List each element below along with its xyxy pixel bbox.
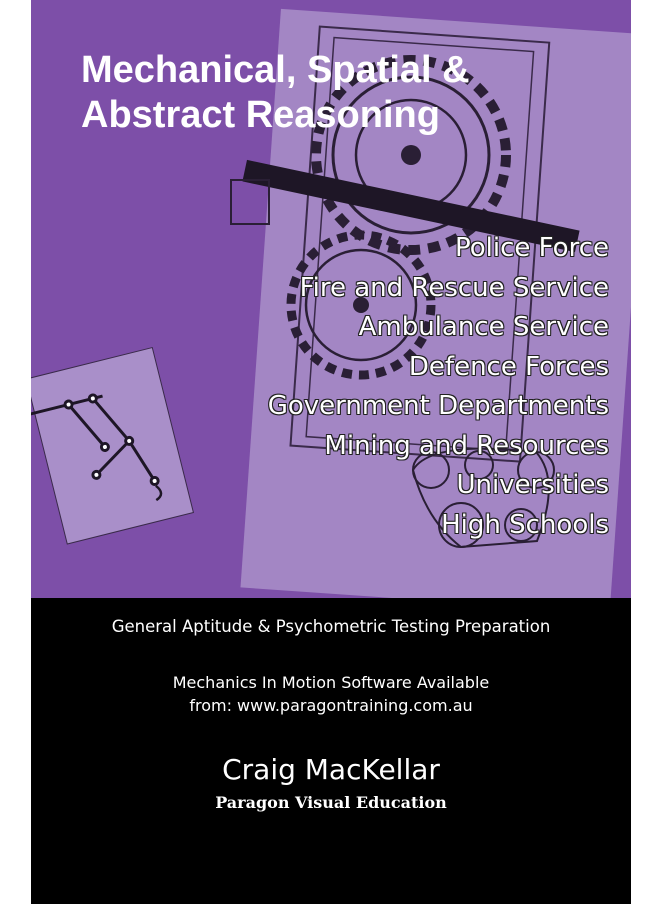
organisation-item: Fire and Rescue Service <box>299 272 609 303</box>
title-line-2: Abstract Reasoning <box>81 94 440 136</box>
organisation-list <box>268 229 609 545</box>
linkage-diagram-icon <box>31 348 193 546</box>
cover-top-panel <box>31 0 631 598</box>
software-line-1: Mechanics In Motion Software Available <box>172 673 490 692</box>
publisher-name: Paragon Visual Education <box>215 793 447 812</box>
organisation-item: High Schools <box>441 509 609 540</box>
book-title <box>81 48 470 138</box>
organisation-item: Government Departments <box>267 391 609 421</box>
author-name: Craig MacKellar <box>222 753 440 786</box>
book-cover <box>31 0 631 904</box>
organisation-item: Mining and Resources <box>324 430 609 461</box>
title-line-1: Mechanical, Spatial & <box>81 49 470 91</box>
organisation-item: Defence Forces <box>408 351 609 382</box>
software-notice <box>31 671 631 717</box>
tagline: General Aptitude & Psychometric Testing Preparation <box>111 617 551 636</box>
cover-bottom-panel <box>31 598 631 904</box>
software-line-2: from: www.paragontraining.com.au <box>189 696 473 715</box>
organisation-item: Police Force <box>454 233 609 263</box>
organisation-item: Universities <box>456 470 609 500</box>
organisation-item: Ambulance Service <box>358 312 609 342</box>
